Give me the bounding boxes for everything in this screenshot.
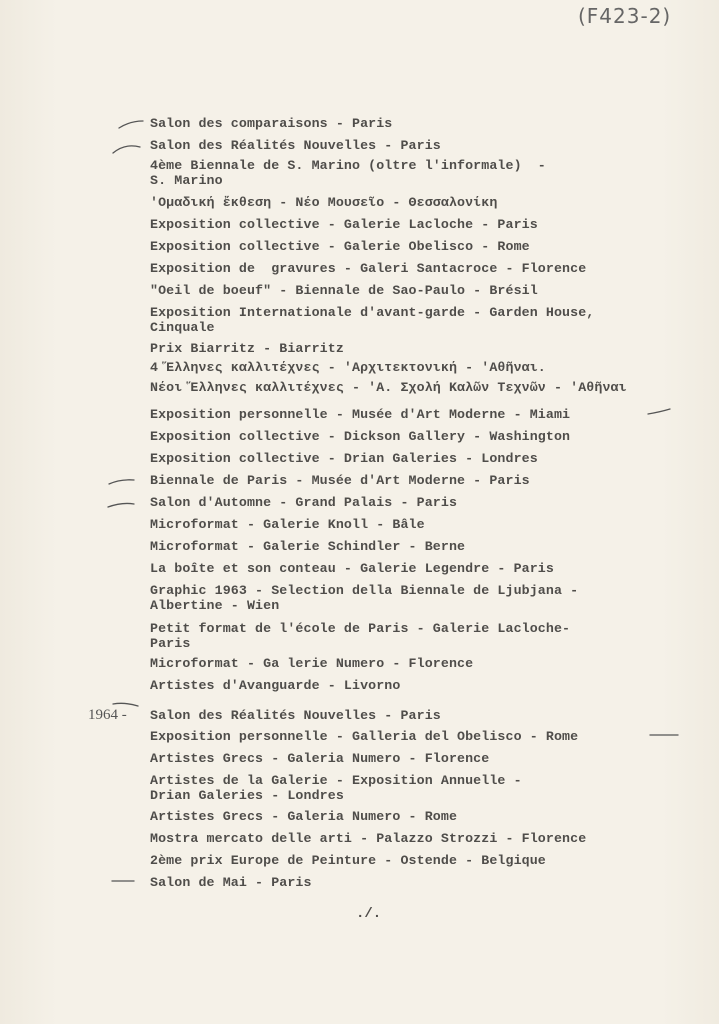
entry-line: La boîte et son conteau - Galerie Legendre - Paris [150, 561, 554, 576]
entry-line: "Oeil de boeuf" - Biennale de Sao-Paulo - Brésil [150, 283, 538, 298]
entry-line: Artistes Grecs - Galeria Numero - Rome [150, 809, 458, 824]
entry-line: Exposition personnelle - Musée d'Art Moderne - Miami [150, 407, 571, 422]
entry-line: Salon de Mai - Paris [150, 875, 312, 890]
entry-line: Graphic 1963 - Selection della Biennale de Ljubjana - [150, 583, 579, 598]
entry-line: Cinquale [150, 320, 215, 335]
entry-line: Exposition collective - Drian Galeries - Londres [150, 451, 538, 466]
entry-line: Biennale de Paris - Musée d'Art Moderne - Paris [150, 473, 530, 488]
entry-line: Exposition collective - Galerie Obelisco - Rome [150, 239, 530, 254]
entry-line: S. Marino [150, 173, 223, 188]
handwritten-reference-note: (F423-2) [578, 4, 672, 28]
entry-line: Petit format de l'école de Paris - Galerie Lacloche- [150, 621, 571, 636]
entry-line: Artistes de la Galerie - Exposition Annuelle - [150, 773, 522, 788]
entry-line: Exposition collective - Dickson Gallery - Washington [150, 429, 571, 444]
entry-line: Microformat - Galerie Knoll - Bâle [150, 517, 425, 532]
entry-line: 4ème Biennale de S. Marino (oltre l'informale) - [150, 158, 546, 173]
entry-line: Albertine - Wien [150, 598, 280, 613]
entry-line: Salon des Réalités Nouvelles - Paris [150, 708, 441, 723]
entry-line: Artistes Grecs - Galeria Numero - Florence [150, 751, 490, 766]
entry-line: Paris [150, 636, 191, 651]
entry-line: Prix Biarritz - Biarritz [150, 341, 344, 356]
entry-line: Drian Galeries - Londres [150, 788, 344, 803]
pen-mark [109, 480, 134, 484]
entry-line: Exposition Internationale d'avant-garde - Garden House, [150, 305, 595, 320]
entry-line: Microformat - Galerie Schindler - Berne [150, 539, 466, 554]
entry-line: Salon des comparaisons - Paris [150, 116, 393, 131]
entry-line: Salon d'Automne - Grand Palais - Paris [150, 495, 458, 510]
entry-line: 'Ομαδική ἔκθεση - Νέο Μουσεῖο - Θεσσαλονίκη [150, 195, 498, 210]
entry-line: Artistes d'Avanguarde - Livorno [150, 678, 401, 693]
entry-line: Microformat - Ga lerie Numero - Florence [150, 656, 474, 671]
entry-line: Salon des Réalités Nouvelles - Paris [150, 138, 441, 153]
pen-mark [119, 121, 143, 128]
pen-mark [648, 409, 670, 414]
entry-line: Exposition personnelle - Galleria del Obelisco - Rome [150, 729, 579, 744]
pen-mark [108, 503, 134, 507]
continuation-mark: ./. [356, 906, 382, 922]
pen-mark [113, 146, 140, 153]
entry-line: 4 Ἕλληνες καλλιτέχνες - 'Αρχιτεκτονική - 'Αθῆναι. [150, 360, 546, 375]
entry-line: Mostra mercato delle arti - Palazzo Strozzi - Florence [150, 831, 587, 846]
entry-line: 2ème prix Europe de Peinture - Ostende - Belgique [150, 853, 546, 868]
entry-line: Exposition collective - Galerie Lacloche - Paris [150, 217, 538, 232]
pen-mark [113, 703, 138, 706]
entry-line: Νέοι Ἕλληνες καλλιτέχνες - 'Α. Σχολή Καλῶν Τεχνῶν - 'Αθῆναι [150, 380, 627, 395]
year-label-1964: 1964 - [88, 707, 127, 723]
entry-line: Exposition de gravures - Galeri Santacroce - Florence [150, 261, 587, 276]
